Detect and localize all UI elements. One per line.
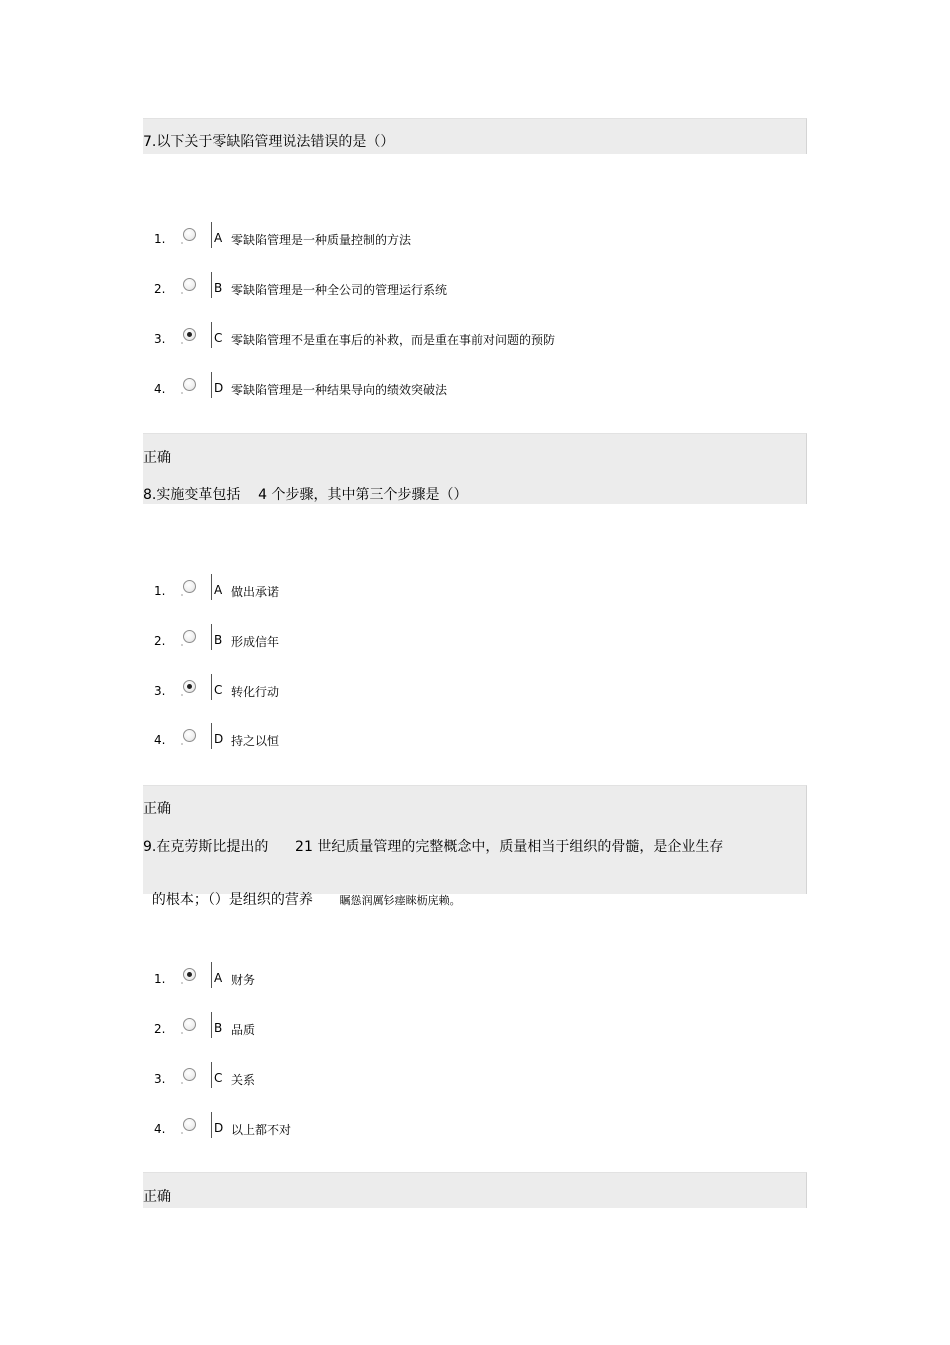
question-header-band — [143, 1172, 807, 1208]
option-row[interactable] — [150, 1068, 750, 1092]
option-text: 零缺陷管理不是重在事后的补救，而是重在事前对问题的预防 — [231, 333, 556, 347]
option-text: 品质 — [231, 1023, 256, 1037]
option-row[interactable] — [150, 680, 750, 704]
option-separator — [211, 1062, 212, 1088]
radio-button[interactable] — [183, 1118, 196, 1131]
option-separator — [211, 222, 212, 248]
question-text-continued — [143, 873, 461, 910]
question-text-line: 的根本；（）是组织的营养 — [151, 892, 313, 908]
option-number: 4. — [154, 733, 166, 747]
radio-button[interactable] — [183, 1068, 196, 1081]
option-number: 4. — [154, 1122, 166, 1136]
radio-button-selected[interactable] — [183, 680, 196, 693]
option-letter: B — [214, 1021, 223, 1035]
radio-shadow — [181, 342, 183, 344]
radio-button-selected[interactable] — [183, 328, 196, 341]
radio-shadow — [181, 392, 183, 394]
option-row[interactable] — [150, 328, 750, 352]
option-number: 1. — [154, 584, 166, 598]
option-text: 以上都不对 — [231, 1123, 292, 1137]
option-row[interactable] — [150, 729, 750, 753]
option-row[interactable] — [150, 378, 750, 402]
option-letter: D — [214, 1121, 224, 1135]
option-letter: D — [214, 732, 224, 746]
option-text: 关系 — [231, 1073, 256, 1087]
option-separator — [211, 574, 212, 600]
option-number: 3. — [154, 1072, 166, 1086]
option-letter: C — [214, 1071, 223, 1085]
option-number: 2. — [154, 282, 166, 296]
option-text: 形成信年 — [231, 635, 280, 649]
radio-button[interactable] — [183, 278, 196, 291]
radio-shadow — [181, 1032, 183, 1034]
option-separator — [211, 674, 212, 700]
option-separator — [211, 372, 212, 398]
option-number: 2. — [154, 634, 166, 648]
question-text: 8.实施变革包括 4 个步骤，其中第三个步骤是（） — [143, 487, 468, 503]
radio-button[interactable] — [183, 1018, 196, 1031]
option-text: 做出承诺 — [231, 585, 280, 599]
option-row[interactable] — [150, 1018, 750, 1042]
radio-button-selected[interactable] — [183, 968, 196, 981]
answer-status: 正确 — [143, 450, 171, 466]
option-letter: A — [214, 971, 223, 985]
option-text: 零缺陷管理是一种质量控制的方法 — [231, 233, 412, 247]
radio-shadow — [181, 644, 183, 646]
option-row[interactable] — [150, 228, 750, 252]
option-number: 3. — [154, 684, 166, 698]
option-row[interactable] — [150, 630, 750, 654]
option-number: 1. — [154, 972, 166, 986]
option-number: 2. — [154, 1022, 166, 1036]
radio-shadow — [181, 1132, 183, 1134]
option-row[interactable] — [150, 1118, 750, 1142]
question-text: 7.以下关于零缺陷管理说法错误的是（） — [143, 134, 395, 150]
option-row[interactable] — [150, 968, 750, 992]
option-separator — [211, 624, 212, 650]
option-text: 零缺陷管理是一种全公司的管理运行系统 — [231, 283, 448, 297]
option-text: 零缺陷管理是一种结果导向的绩效突破法 — [231, 383, 448, 397]
option-letter: B — [214, 281, 223, 295]
option-text: 持之以恒 — [231, 734, 280, 748]
radio-shadow — [181, 292, 183, 294]
radio-button[interactable] — [183, 630, 196, 643]
option-number: 1. — [154, 232, 166, 246]
garbled-text: 瞩慫润厲钐瘗睞枥庑赖。 — [339, 894, 461, 907]
option-number: 4. — [154, 382, 166, 396]
radio-button[interactable] — [183, 228, 196, 241]
radio-button[interactable] — [183, 580, 196, 593]
radio-shadow — [181, 743, 183, 745]
option-letter: A — [214, 231, 223, 245]
radio-shadow — [181, 594, 183, 596]
radio-button[interactable] — [183, 729, 196, 742]
radio-shadow — [181, 982, 183, 984]
answer-status: 正确 — [143, 1189, 171, 1205]
option-letter: A — [214, 583, 223, 597]
option-separator — [211, 723, 212, 749]
radio-shadow — [181, 694, 183, 696]
option-letter: C — [214, 683, 223, 697]
option-separator — [211, 272, 212, 298]
option-text: 转化行动 — [231, 685, 280, 699]
option-row[interactable] — [150, 278, 750, 302]
answer-status: 正确 — [143, 801, 171, 817]
radio-shadow — [181, 1082, 183, 1084]
option-text: 财务 — [231, 973, 256, 987]
option-letter: B — [214, 633, 223, 647]
option-separator — [211, 1012, 212, 1038]
question-text: 9.在克劳斯比提出的 21 世纪质量管理的完整概念中，质量相当于组织的骨髓，是企业生存 — [143, 839, 724, 855]
option-row[interactable] — [150, 580, 750, 604]
option-letter: D — [214, 381, 224, 395]
radio-button[interactable] — [183, 378, 196, 391]
option-separator — [211, 322, 212, 348]
option-letter: C — [214, 331, 223, 345]
option-separator — [211, 962, 212, 988]
radio-shadow — [181, 242, 183, 244]
option-number: 3. — [154, 332, 166, 346]
option-separator — [211, 1112, 212, 1138]
